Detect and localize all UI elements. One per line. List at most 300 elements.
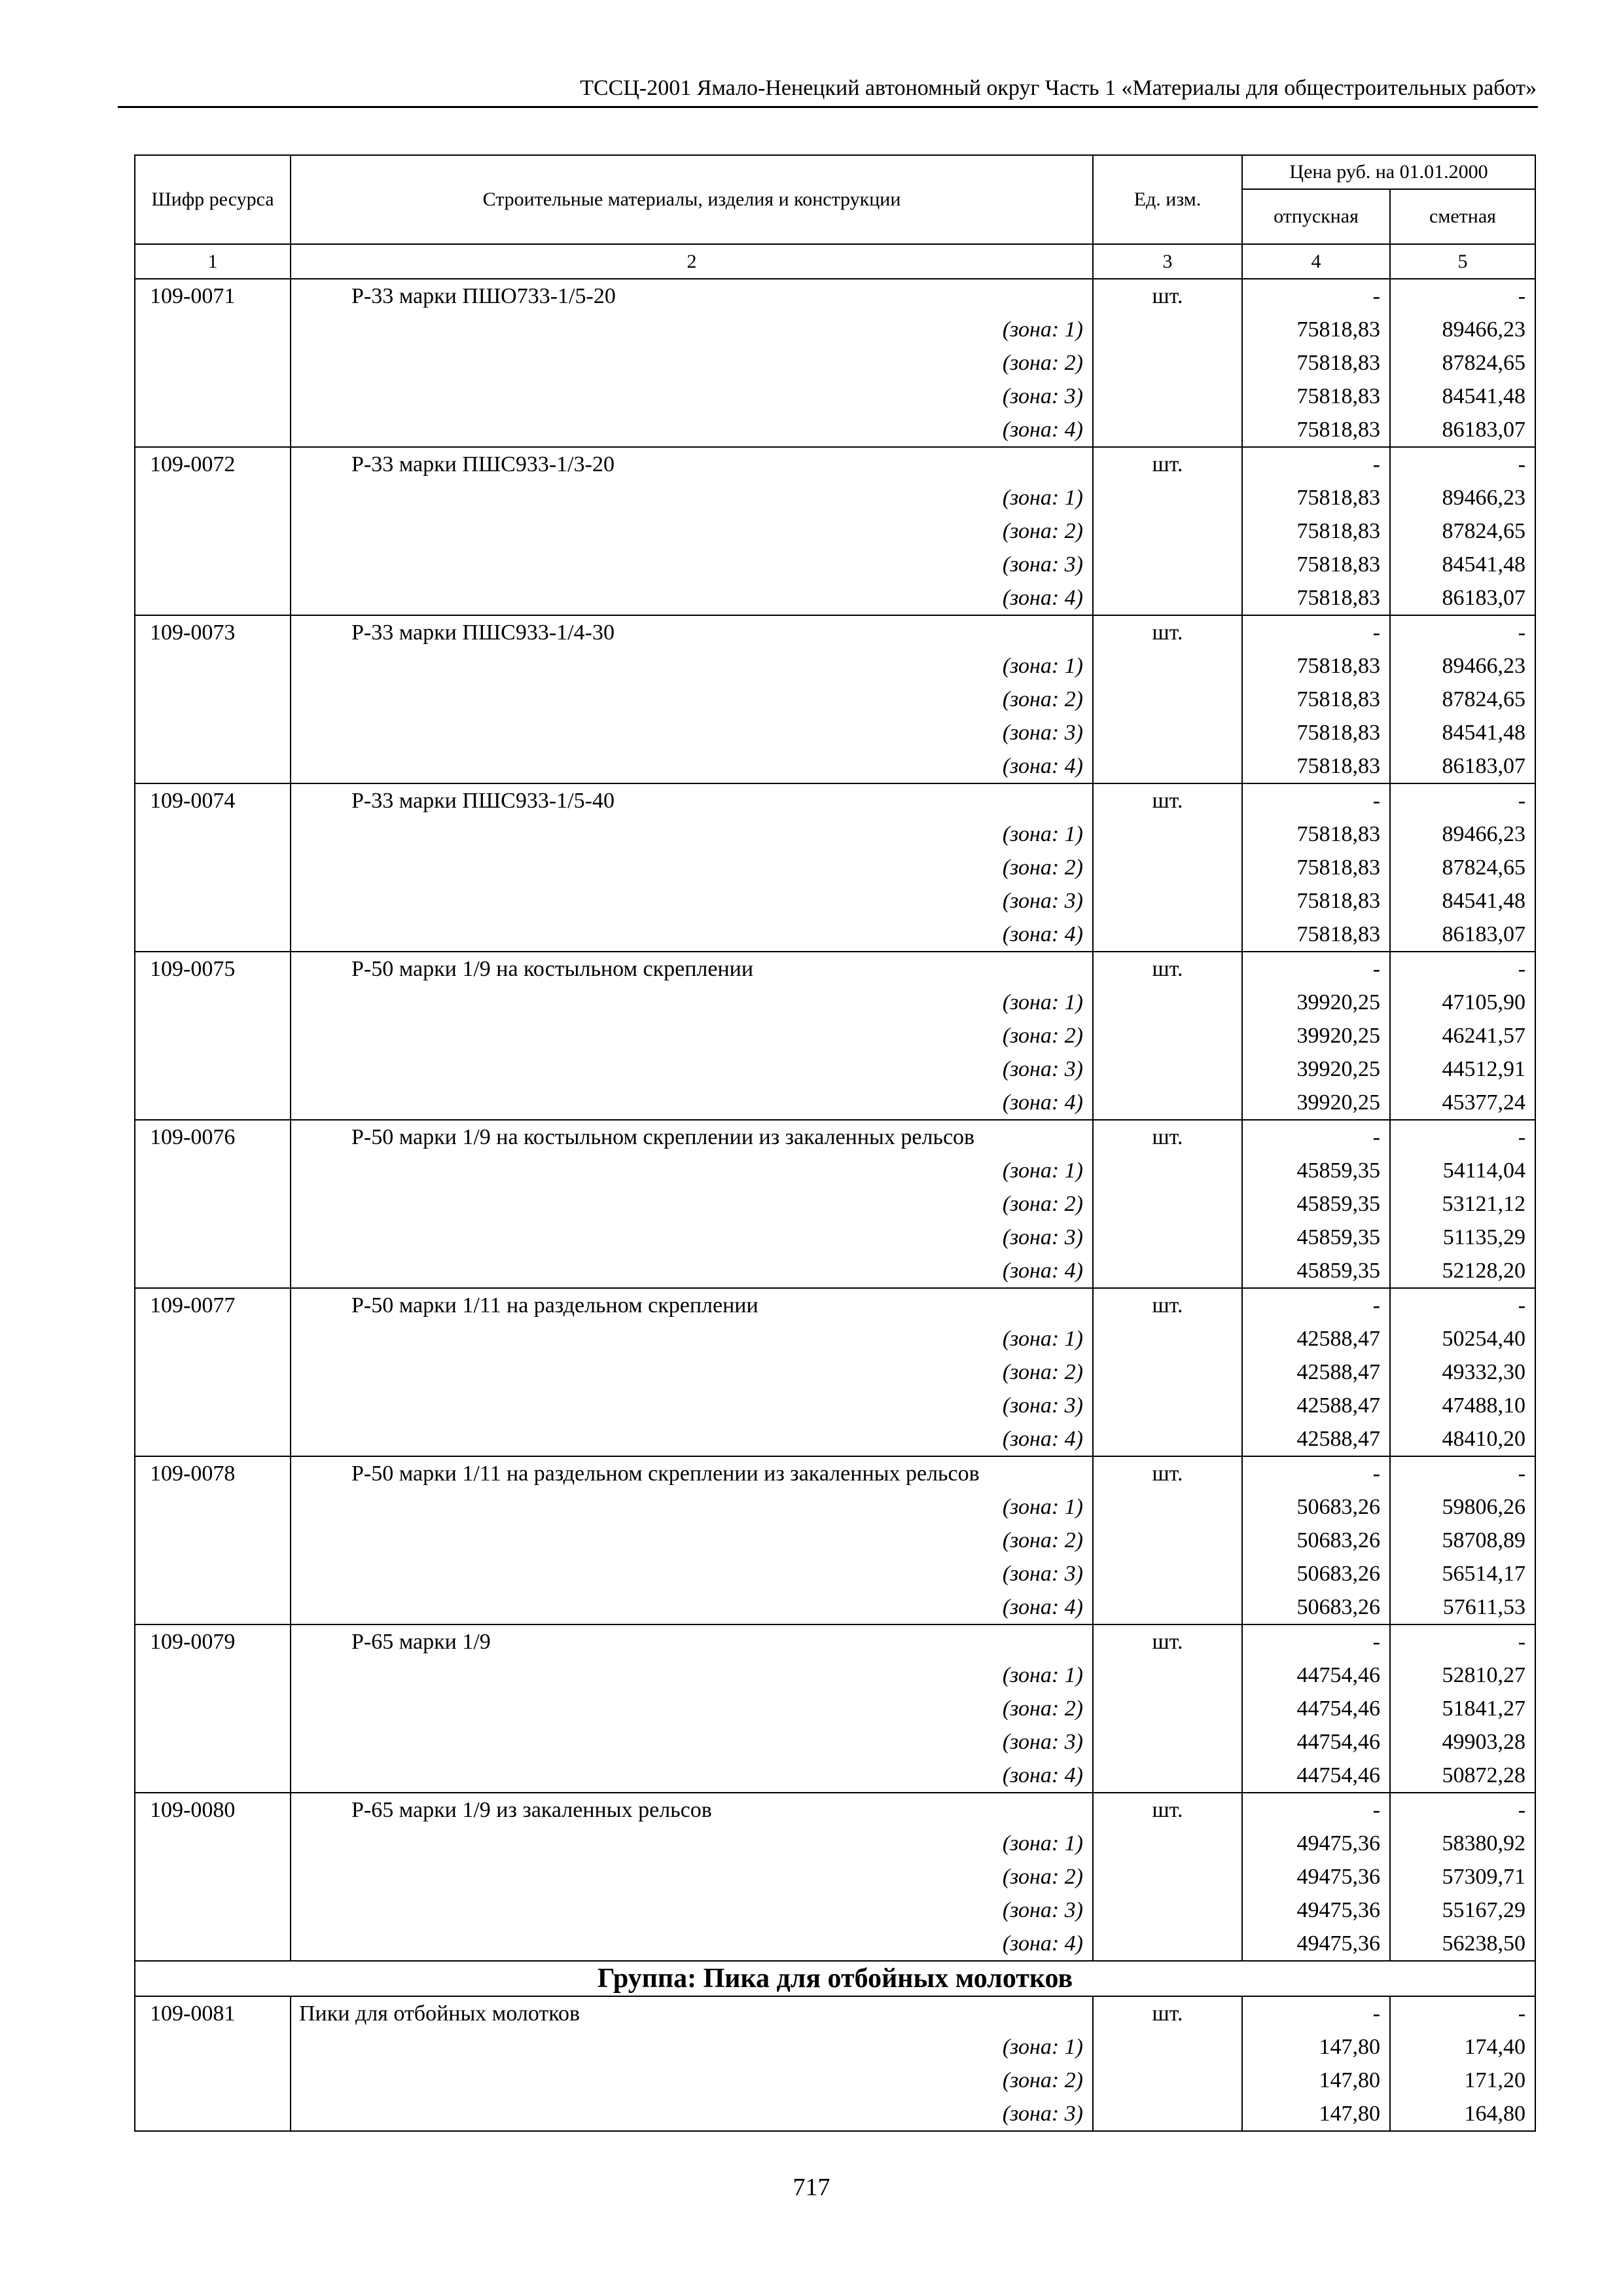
table-row (135, 1120, 1535, 1154)
empty-cell (1093, 380, 1242, 413)
unit-cell: шт. (1093, 1288, 1242, 1322)
zone-row (135, 1927, 1535, 1961)
zone-row (135, 1827, 1535, 1860)
estimate-price: 171,20 (1390, 2064, 1535, 2097)
empty-cell (1093, 986, 1242, 1019)
empty-cell (1093, 1221, 1242, 1254)
empty-cell (135, 1659, 291, 1692)
zone-row (135, 548, 1535, 581)
zone-row (135, 1759, 1535, 1793)
estimate-price: 50872,28 (1390, 1759, 1535, 1793)
empty-cell (1093, 1322, 1242, 1355)
empty-cell (1093, 1154, 1242, 1187)
empty-cell (135, 918, 291, 952)
empty-cell (1093, 1725, 1242, 1759)
empty-cell (135, 2064, 291, 2097)
resource-code: 109-0078 (135, 1456, 291, 1490)
estimate-price: 84541,48 (1390, 884, 1535, 918)
material-name: Р-33 марки ПШС933-1/5-40 (291, 783, 1093, 817)
release-price: 44754,46 (1242, 1692, 1390, 1725)
header-code: Шифр ресурса (135, 155, 291, 244)
table-row (135, 447, 1535, 481)
empty-cell (135, 1389, 291, 1422)
release-price: 42588,47 (1242, 1389, 1390, 1422)
column-number: 4 (1242, 244, 1390, 279)
empty-cell (135, 548, 291, 581)
empty-cell (135, 1725, 291, 1759)
release-price: 75818,83 (1242, 716, 1390, 749)
empty-cell (1093, 1052, 1242, 1086)
estimate-price: 54114,04 (1390, 1154, 1535, 1187)
release-price: - (1242, 1120, 1390, 1154)
group-title: Группа: Пика для отбойных молотков (135, 1961, 1535, 1996)
unit-cell: шт. (1093, 1456, 1242, 1490)
release-price: 75818,83 (1242, 514, 1390, 548)
header-estimate: сметная (1390, 189, 1535, 244)
release-price: 147,80 (1242, 2030, 1390, 2064)
unit-cell: шт. (1093, 1793, 1242, 1827)
estimate-price: 84541,48 (1390, 548, 1535, 581)
empty-cell (135, 817, 291, 851)
empty-cell (135, 986, 291, 1019)
zone-row (135, 380, 1535, 413)
release-price: 75818,83 (1242, 413, 1390, 447)
empty-cell (1093, 1927, 1242, 1961)
empty-cell (135, 313, 291, 346)
column-number: 1 (135, 244, 291, 279)
empty-cell (135, 1355, 291, 1389)
estimate-price: 52810,27 (1390, 1659, 1535, 1692)
estimate-price: 52128,20 (1390, 1254, 1535, 1288)
estimate-price: 86183,07 (1390, 918, 1535, 952)
estimate-price: 89466,23 (1390, 817, 1535, 851)
empty-cell (135, 346, 291, 380)
zone-row (135, 1086, 1535, 1120)
release-price: - (1242, 447, 1390, 481)
zone-label: (зона: 3) (291, 1221, 1093, 1254)
empty-cell (135, 1557, 291, 1590)
resource-code: 109-0077 (135, 1288, 291, 1322)
zone-row (135, 1389, 1535, 1422)
group-row (135, 1961, 1535, 1996)
empty-cell (1093, 1019, 1242, 1052)
zone-label: (зона: 3) (291, 1052, 1093, 1086)
zone-label: (зона: 4) (291, 1086, 1093, 1120)
unit-cell: шт. (1093, 1996, 1242, 2030)
estimate-price: 174,40 (1390, 2030, 1535, 2064)
zone-row (135, 1254, 1535, 1288)
empty-cell (135, 1927, 291, 1961)
estimate-price: 57611,53 (1390, 1590, 1535, 1624)
column-number: 5 (1390, 244, 1535, 279)
empty-cell (135, 749, 291, 783)
material-name: Р-65 марки 1/9 из закаленных рельсов (291, 1793, 1093, 1827)
zone-row (135, 2030, 1535, 2064)
empty-cell (1093, 1827, 1242, 1860)
unit-cell: шт. (1093, 615, 1242, 649)
zone-row (135, 1659, 1535, 1692)
empty-cell (135, 1322, 291, 1355)
release-price: - (1242, 615, 1390, 649)
zone-label: (зона: 2) (291, 1860, 1093, 1893)
empty-cell (1093, 1389, 1242, 1422)
release-price: 75818,83 (1242, 380, 1390, 413)
empty-cell (135, 380, 291, 413)
empty-cell (135, 514, 291, 548)
zone-row (135, 1725, 1535, 1759)
estimate-price: 84541,48 (1390, 380, 1535, 413)
empty-cell (1093, 1187, 1242, 1221)
material-name: Р-50 марки 1/9 на костыльном скреплении из закаленных рельсов (291, 1120, 1093, 1154)
zone-label: (зона: 1) (291, 313, 1093, 346)
table-row (135, 1996, 1535, 2030)
estimate-price: - (1390, 1793, 1535, 1827)
estimate-price: - (1390, 1288, 1535, 1322)
zone-label: (зона: 3) (291, 2097, 1093, 2131)
estimate-price: - (1390, 1996, 1535, 2030)
release-price: 75818,83 (1242, 851, 1390, 884)
price-table (134, 154, 1536, 2132)
release-price: 75818,83 (1242, 749, 1390, 783)
running-header (118, 72, 1538, 108)
estimate-price: 164,80 (1390, 2097, 1535, 2131)
release-price: 50683,26 (1242, 1557, 1390, 1590)
zone-label: (зона: 3) (291, 884, 1093, 918)
release-price: 75818,83 (1242, 918, 1390, 952)
estimate-price: 87824,65 (1390, 514, 1535, 548)
release-price: 75818,83 (1242, 884, 1390, 918)
release-price: 39920,25 (1242, 1052, 1390, 1086)
estimate-price: 45377,24 (1390, 1086, 1535, 1120)
release-price: 44754,46 (1242, 1659, 1390, 1692)
empty-cell (1093, 851, 1242, 884)
estimate-price: 49332,30 (1390, 1355, 1535, 1389)
empty-cell (1093, 413, 1242, 447)
release-price: 39920,25 (1242, 1019, 1390, 1052)
resource-code: 109-0074 (135, 783, 291, 817)
estimate-price: 89466,23 (1390, 313, 1535, 346)
estimate-price: 87824,65 (1390, 683, 1535, 716)
zone-row (135, 1052, 1535, 1086)
estimate-price: 59806,26 (1390, 1490, 1535, 1524)
empty-cell (1093, 1524, 1242, 1557)
empty-cell (1093, 2097, 1242, 2131)
zone-label: (зона: 2) (291, 2064, 1093, 2097)
release-price: 42588,47 (1242, 1322, 1390, 1355)
release-price: 49475,36 (1242, 1860, 1390, 1893)
zone-label: (зона: 1) (291, 1490, 1093, 1524)
zone-label: (зона: 2) (291, 1692, 1093, 1725)
release-price: 75818,83 (1242, 683, 1390, 716)
estimate-price: 50254,40 (1390, 1322, 1535, 1355)
release-price: 75818,83 (1242, 346, 1390, 380)
zone-label: (зона: 1) (291, 2030, 1093, 2064)
release-price: 45859,35 (1242, 1187, 1390, 1221)
material-name: Р-65 марки 1/9 (291, 1624, 1093, 1659)
zone-row (135, 851, 1535, 884)
header-name: Строительные материалы, изделия и конструкции (291, 155, 1093, 244)
release-price: 49475,36 (1242, 1827, 1390, 1860)
estimate-price: 51841,27 (1390, 1692, 1535, 1725)
zone-label: (зона: 3) (291, 1893, 1093, 1927)
release-price: - (1242, 783, 1390, 817)
release-price: 44754,46 (1242, 1759, 1390, 1793)
empty-cell (1093, 313, 1242, 346)
estimate-price: 57309,71 (1390, 1860, 1535, 1893)
release-price: 50683,26 (1242, 1590, 1390, 1624)
empty-cell (135, 1590, 291, 1624)
empty-cell (135, 649, 291, 683)
table-row (135, 1288, 1535, 1322)
zone-label: (зона: 2) (291, 851, 1093, 884)
zone-row (135, 1490, 1535, 1524)
zone-row (135, 986, 1535, 1019)
empty-cell (1093, 1355, 1242, 1389)
material-name: Пики для отбойных молотков (291, 1996, 1093, 2030)
zone-label: (зона: 1) (291, 1659, 1093, 1692)
zone-row (135, 918, 1535, 952)
estimate-price: 87824,65 (1390, 346, 1535, 380)
zone-row (135, 1187, 1535, 1221)
material-name: Р-33 марки ПШО733-1/5-20 (291, 279, 1093, 313)
zone-label: (зона: 2) (291, 514, 1093, 548)
table-row (135, 615, 1535, 649)
zone-label: (зона: 4) (291, 1927, 1093, 1961)
zone-label: (зона: 3) (291, 1725, 1093, 1759)
header-price: Цена руб. на 01.01.2000 (1242, 155, 1535, 189)
resource-code: 109-0081 (135, 1996, 291, 2030)
table-body (135, 279, 1535, 2131)
zone-row (135, 749, 1535, 783)
estimate-price: 84541,48 (1390, 716, 1535, 749)
estimate-price: - (1390, 952, 1535, 986)
zone-row (135, 649, 1535, 683)
empty-cell (135, 884, 291, 918)
zone-label: (зона: 1) (291, 986, 1093, 1019)
zone-label: (зона: 4) (291, 1254, 1093, 1288)
zone-label: (зона: 4) (291, 1759, 1093, 1793)
empty-cell (135, 413, 291, 447)
release-price: - (1242, 952, 1390, 986)
zone-label: (зона: 4) (291, 413, 1093, 447)
estimate-price: 89466,23 (1390, 481, 1535, 514)
unit-cell: шт. (1093, 952, 1242, 986)
release-price: 147,80 (1242, 2097, 1390, 2131)
estimate-price: - (1390, 615, 1535, 649)
zone-label: (зона: 1) (291, 481, 1093, 514)
estimate-price: 58380,92 (1390, 1827, 1535, 1860)
empty-cell (1093, 683, 1242, 716)
unit-cell: шт. (1093, 279, 1242, 313)
material-name: Р-33 марки ПШС933-1/3-20 (291, 447, 1093, 481)
zone-row (135, 514, 1535, 548)
estimate-price: 51135,29 (1390, 1221, 1535, 1254)
zone-row (135, 1221, 1535, 1254)
zone-label: (зона: 2) (291, 1524, 1093, 1557)
empty-cell (135, 1086, 291, 1120)
estimate-price: - (1390, 1624, 1535, 1659)
estimate-price: - (1390, 1456, 1535, 1490)
zone-label: (зона: 4) (291, 1422, 1093, 1456)
empty-cell (135, 581, 291, 615)
unit-cell: шт. (1093, 783, 1242, 817)
zone-label: (зона: 3) (291, 548, 1093, 581)
empty-cell (1093, 817, 1242, 851)
column-number: 3 (1093, 244, 1242, 279)
empty-cell (1093, 1557, 1242, 1590)
empty-cell (135, 1187, 291, 1221)
zone-row (135, 2097, 1535, 2131)
table-row (135, 952, 1535, 986)
resource-code: 109-0079 (135, 1624, 291, 1659)
empty-cell (1093, 2030, 1242, 2064)
table-row (135, 279, 1535, 313)
zone-row (135, 716, 1535, 749)
page-number: 717 (793, 2174, 830, 2201)
estimate-price: 86183,07 (1390, 581, 1535, 615)
release-price: - (1242, 279, 1390, 313)
empty-cell (1093, 716, 1242, 749)
release-price: - (1242, 1793, 1390, 1827)
release-price: 50683,26 (1242, 1490, 1390, 1524)
estimate-price: 48410,20 (1390, 1422, 1535, 1456)
estimate-price: 86183,07 (1390, 749, 1535, 783)
zone-row (135, 481, 1535, 514)
material-name: Р-50 марки 1/11 на раздельном скреплении из закаленных рельсов (291, 1456, 1093, 1490)
resource-code: 109-0072 (135, 447, 291, 481)
release-price: 49475,36 (1242, 1927, 1390, 1961)
release-price: 75818,83 (1242, 548, 1390, 581)
zone-row (135, 346, 1535, 380)
empty-cell (135, 481, 291, 514)
empty-cell (135, 1692, 291, 1725)
release-price: 147,80 (1242, 2064, 1390, 2097)
empty-cell (1093, 2064, 1242, 2097)
unit-cell: шт. (1093, 1120, 1242, 1154)
zone-row (135, 1019, 1535, 1052)
resource-code: 109-0080 (135, 1793, 291, 1827)
table-row (135, 783, 1535, 817)
release-price: 75818,83 (1242, 817, 1390, 851)
empty-cell (1093, 1659, 1242, 1692)
empty-cell (135, 1422, 291, 1456)
estimate-price: 56238,50 (1390, 1927, 1535, 1961)
estimate-price: 47105,90 (1390, 986, 1535, 1019)
empty-cell (1093, 548, 1242, 581)
empty-cell (1093, 649, 1242, 683)
empty-cell (135, 1154, 291, 1187)
release-price: - (1242, 1624, 1390, 1659)
zone-label: (зона: 3) (291, 380, 1093, 413)
empty-cell (135, 1019, 291, 1052)
estimate-price: 49903,28 (1390, 1725, 1535, 1759)
estimate-price: 86183,07 (1390, 413, 1535, 447)
empty-cell (135, 1052, 291, 1086)
running-header-text: ТССЦ-2001 Ямало-Ненецкий автономный округ Часть 1 «Материалы для общестроительных работ» (580, 76, 1537, 100)
empty-cell (135, 1524, 291, 1557)
empty-cell (135, 2030, 291, 2064)
release-price: 45859,35 (1242, 1221, 1390, 1254)
zone-label: (зона: 4) (291, 918, 1093, 952)
empty-cell (1093, 749, 1242, 783)
table-row (135, 1624, 1535, 1659)
release-price: - (1242, 1996, 1390, 2030)
estimate-price: - (1390, 783, 1535, 817)
release-price: - (1242, 1456, 1390, 1490)
material-name: Р-50 марки 1/11 на раздельном скреплении (291, 1288, 1093, 1322)
empty-cell (135, 1490, 291, 1524)
release-price: 75818,83 (1242, 581, 1390, 615)
empty-cell (1093, 346, 1242, 380)
release-price: - (1242, 1288, 1390, 1322)
release-price: 39920,25 (1242, 986, 1390, 1019)
resource-code: 109-0076 (135, 1120, 291, 1154)
estimate-price: 47488,10 (1390, 1389, 1535, 1422)
estimate-price: 87824,65 (1390, 851, 1535, 884)
estimate-price: - (1390, 1120, 1535, 1154)
release-price: 42588,47 (1242, 1422, 1390, 1456)
empty-cell (1093, 1860, 1242, 1893)
zone-label: (зона: 2) (291, 1187, 1093, 1221)
estimate-price: 56514,17 (1390, 1557, 1535, 1590)
estimate-price: - (1390, 447, 1535, 481)
unit-cell: шт. (1093, 1624, 1242, 1659)
resource-code: 109-0071 (135, 279, 291, 313)
zone-row (135, 1860, 1535, 1893)
empty-cell (1093, 581, 1242, 615)
empty-cell (1093, 481, 1242, 514)
empty-cell (1093, 1759, 1242, 1793)
empty-cell (1093, 918, 1242, 952)
zone-row (135, 313, 1535, 346)
empty-cell (1093, 1254, 1242, 1288)
zone-label: (зона: 1) (291, 1827, 1093, 1860)
zone-label: (зона: 1) (291, 649, 1093, 683)
empty-cell (135, 1860, 291, 1893)
resource-code: 109-0073 (135, 615, 291, 649)
empty-cell (135, 683, 291, 716)
empty-cell (1093, 1893, 1242, 1927)
empty-cell (135, 1254, 291, 1288)
empty-cell (135, 2097, 291, 2131)
estimate-price: 53121,12 (1390, 1187, 1535, 1221)
empty-cell (135, 851, 291, 884)
release-price: 75818,83 (1242, 313, 1390, 346)
zone-row (135, 2064, 1535, 2097)
unit-cell: шт. (1093, 447, 1242, 481)
release-price: 75818,83 (1242, 481, 1390, 514)
table-row (135, 1456, 1535, 1490)
zone-row (135, 1590, 1535, 1624)
empty-cell (135, 716, 291, 749)
header-release: отпускная (1242, 189, 1390, 244)
zone-row (135, 413, 1535, 447)
zone-label: (зона: 4) (291, 1590, 1093, 1624)
release-price: 45859,35 (1242, 1154, 1390, 1187)
zone-label: (зона: 1) (291, 817, 1093, 851)
zone-label: (зона: 2) (291, 346, 1093, 380)
zone-label: (зона: 3) (291, 1557, 1093, 1590)
zone-label: (зона: 2) (291, 1355, 1093, 1389)
release-price: 45859,35 (1242, 1254, 1390, 1288)
zone-row (135, 1355, 1535, 1389)
empty-cell (1093, 1422, 1242, 1456)
zone-row (135, 683, 1535, 716)
empty-cell (1093, 1490, 1242, 1524)
empty-cell (135, 1893, 291, 1927)
zone-label: (зона: 1) (291, 1154, 1093, 1187)
zone-row (135, 1154, 1535, 1187)
